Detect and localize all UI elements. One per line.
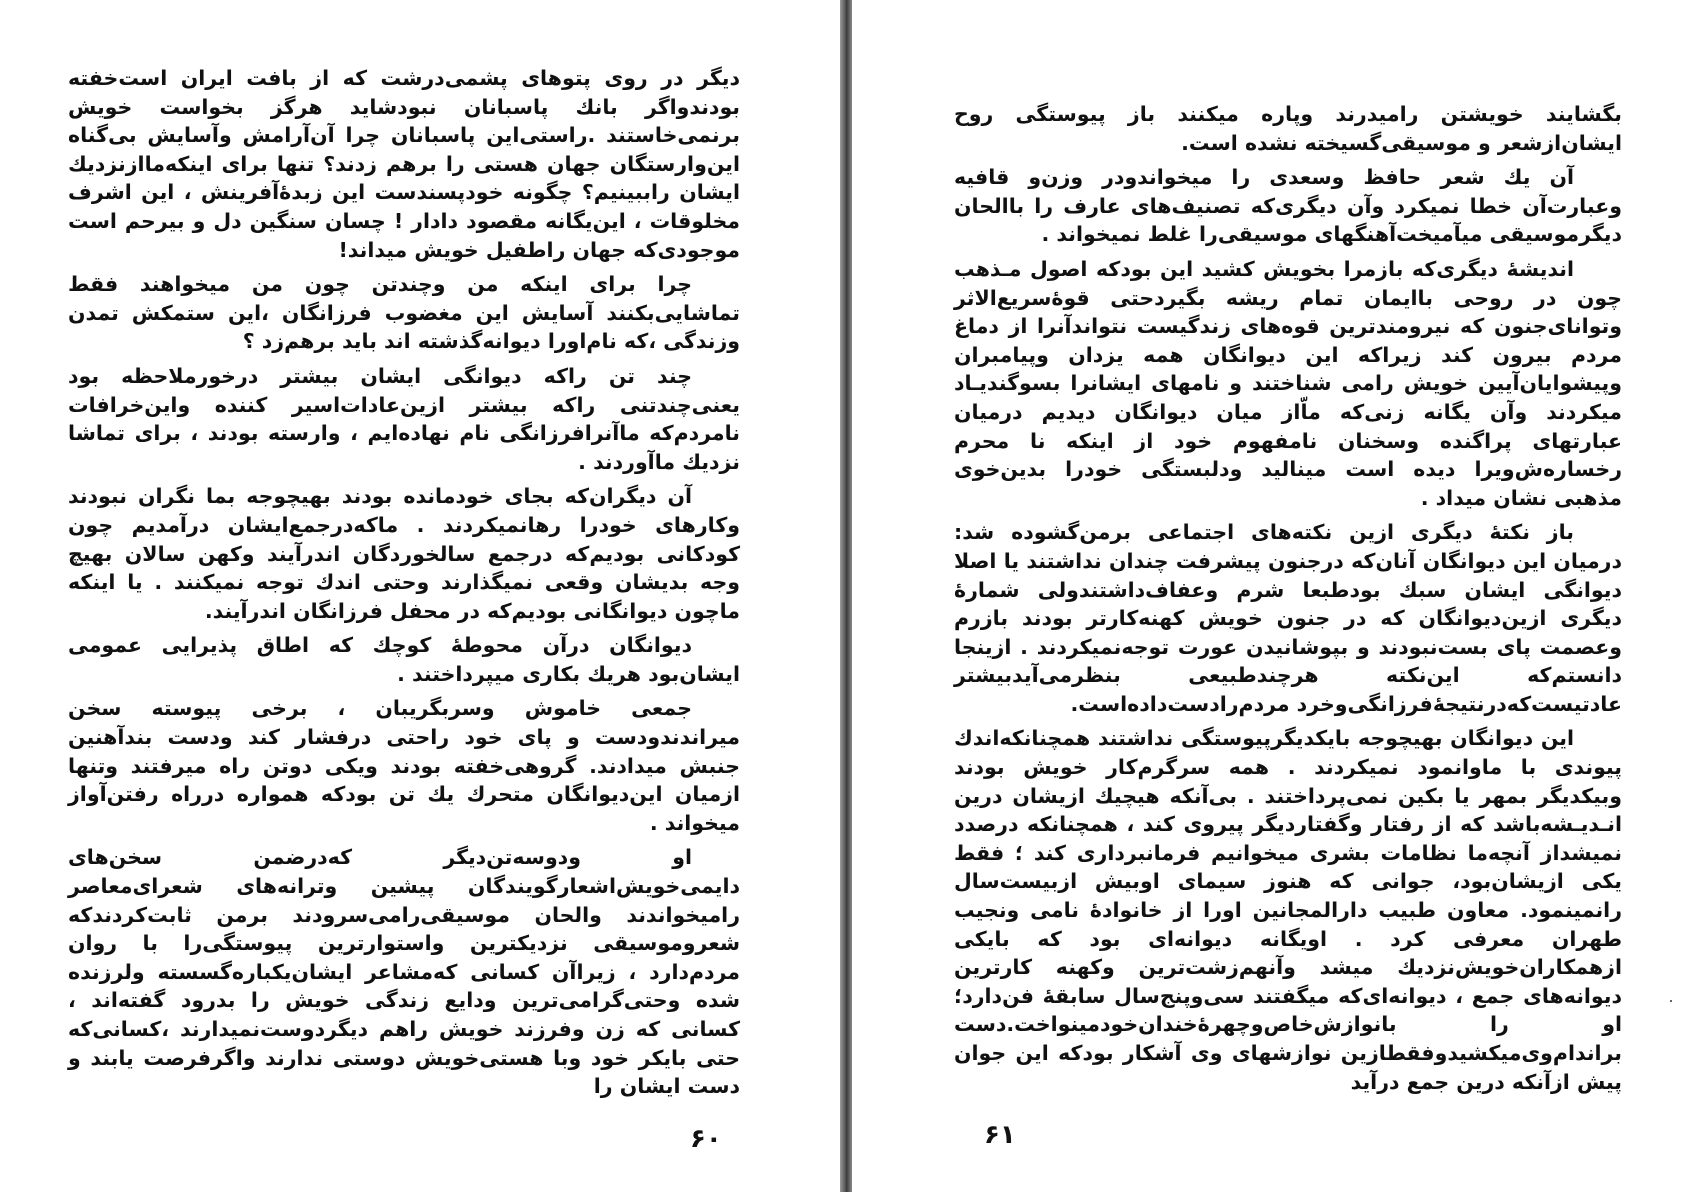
book-gutter	[840, 0, 852, 1192]
paragraph: آن یك شعر حافظ وسعدی را میخواندودر وزن‌و قافیه وعبارت‌آن خطا نمیکرد وآن دیگری‌که تصنیف‌های عارف را باالحان دیگرموسیقی میآمیخت‌آهنگهای موسیقی‌را غلط نمیخواند .	[954, 165, 1622, 247]
paragraph: چرا برای اینکه من وچندتن چون من میخواهند فقط تماشایی‌بکنند آسایش این مغضوب فرزانگان ،این ستمکش تمدن وزندگی ،که نام‌اورا دیوانه‌گذشته اند باید برهم‌زد ؟	[68, 272, 740, 354]
right-page-text	[954, 100, 1622, 1096]
paragraph: بگشایند خویشتن رامیدرند وپاره میکنند باز پیوستگی روح ایشان‌ازشعر و موسیقی‌گسیخته نشده است.	[954, 102, 1622, 155]
paragraph: باز نکتۀ دیگری ازین نکته‌های اجتماعی برمن‌گشوده شد: درمیان این دیوانگان آنان‌که درجنون پیشرفت چندان نداشتند یا اصلا دیوانگی ایشان سبك بودطبعا شرم وعفاف‌داشتندولی شمارۀ دیگری ازین‌دیوانگان که در جنون خویش کهنه‌کارتر بودند بازرم وعصمت پای بست‌نبودند و بپوشانیدن عورت توجه‌نمیکردند . ازینجا دانستم‌که این‌نکته هرچندطبیعی بنظرمی‌آیدبیشتر عادتیست‌که‌درنتیجۀ‌فرزانگی‌وخرد مردم‌رادست‌داده‌است.	[954, 520, 1622, 716]
paragraph: آن دیگران‌که بجای خودمانده بودند بهیچوجه بما نگران نبودند وکارهای خودرا رهانمیکردند . ماکه‌درجمع‌ایشان درآمدیم چون کودکانی بودیم‌که درجمع سالخوردگان اندرآیند وکهن سالان بهیچ وجه بدیشان وقعی نمیگذارند وحتی اندك توجه نمیکنند . یا اینکه ماچون دیوانگانی بودیم‌که در محفل فرزانگان اندرآیند.	[68, 484, 740, 623]
right-page	[852, 0, 1687, 1192]
left-page-text	[68, 64, 740, 1101]
paragraph: اندیشۀ دیگری‌که بازمرا بخویش کشید این بود‌که اصول مـذهب چون در روحی باایمان تمام ریشه بگیردحتی قوۀ‌سریع‌الاثر وتوانای‌جنون که نیرومندترین قوه‌های زندگیست نتواندآنرا از دماغ مردم بیرون کند زیراکه این دیوانگان همه یزدان وپیامبران وپیشوایان‌آیین خویش رامی شناختند و نامهای ایشانرا بسوگندیـاد میکردند وآن یگانه زنی‌که ماّاز میان دیوانگان دیدیم درمیان عبارتهای پراگنده وسخنان نامفهوم خود از اینکه نا محرم رخساره‌ش‌ویرا دیده است مینالید ودلبستگی خودرا بدین‌خوی مذهبی نشان میداد .	[954, 256, 1622, 510]
paragraph: دیوانگان درآن محوطۀ کوچك که اطاق پذیرایی عمومی ایشان‌بود هریك بکاری میپرداختند .	[68, 633, 740, 686]
paragraph: چند تن راکه دیوانگی ایشان بیشتر درخورملاحظه بود یعنی‌چندتنی راکه بیشتر ازین‌عادات‌اسیر کننده واین‌خرافات نامردم‌که ما‌آنرافرزانگی نام نهاده‌ایم ، وارسته بودند ، برای تماشا نزدیك ما‌آوردند .	[68, 363, 740, 474]
left-page	[0, 0, 840, 1192]
paragraph: این دیوانگان بهیچوجه بایکدیگر‌پیوستگی نداشتند همچنانکه‌اندك پیوندی با ماوانمود نمیکردند . همه سرگرم‌کار خویش بودند وبیکدیگر بمهر یا بکین نمی‌پرداختند . بی‌آنکه هیچیك ازیشان درین انـدیـشه‌باشد که از رفتار وگفتاردیگر پیروی کند ، همچنانکه درصدد نمیشداز آنچه‌ما نظامات بشری میخوانیم فرمانبرداری کند ؛ فقط یکی ازیشان‌بود، جوانی که هنوز سیمای اوبیش ازبیست‌سال رانمینمود. معاون طبیب دارالمجانین اورا از خانوادۀ نامی ونجیب طهران معرفی کرد . اویگانه دیوانه‌ای بود که بایکی ازهمکاران‌خویش‌نزدیك میشد وآنهم‌زشت‌ترین وکهنه کارترین دیوانه‌های جمع ، دیوانه‌ای‌که میگفتند سی‌وپنج‌سال سابقۀ فن‌دارد؛ او را بانوازش‌خاص‌وچهرۀ‌خندان‌خودمینواخت.دست براندام‌وی‌میکشیدوفقطاز‌ین نوازشهای وی آشکار بودکه این جوان پیش ازآنکه درین جمع درآید	[954, 726, 1622, 1094]
paragraph: دیگر در روی پتوهای پشمی‌درشت که از بافت ایران است‌خفته بودندواگر بانك پاسبانان نبودشاید هرگز بخواست خویش برنمی‌خاستند .راستی‌این پاسبانان چرا آن‌آرامش وآسایش بی‌گناه این‌وارستگان جهان هستی را برهم زدند؟ تنها برای اینکه‌ما‌ازنزدیك ایشان را‌ببینیم؟ چگونه خودپسندست این زبدۀ‌آفرینش ، این اشرف مخلوقات ، این‌یگانه مقصود دادار ! چسان سنگین دل و بیرحم است موجودی‌که جهان راطفیل خویش میداند!	[68, 66, 740, 262]
paragraph: او ودوسه‌تن‌دیگر که‌درضمن سخن‌های دایمی‌خویش‌اشعار‌گویندگان پیشین وترانه‌های شعرای‌معاصر رامیخواندند والحان موسیقی‌رامی‌سرودند برمن ثابت‌کردندکه شعروموسیقی نزدیکترین واستوارترین پیوستگی‌را با روان مردم‌دارد ، زیراآن کسانی که‌مشاعر ایشان‌یکباره‌گسسته ولرزنده شده وحتی‌گرامی‌ترین ودایع زندگی خویش را بدرود گفته‌اند ، کسانی که زن وفرزند خویش راهم دیگردوست‌نمیدارند ،کسانی‌که حتی بایکر خود وبا هستی‌خویش دوستی ندارند واگرفرصت یابند و دست ایشان را	[68, 845, 740, 1099]
scan-speck	[1670, 1000, 1672, 1002]
paragraph: جمعی خاموش وسربگریبان ، برخی پیوسته سخن میراندندودست و پای خود راحتی درفشار کند ودست بندآهنین جنبش میدادند. گروهی‌خفته بودند ویکی دوتن راه میرفتند وتنها ازمیان این‌دیوانگان متحرك یك تن بود‌که همواره درراه رفتن‌آواز میخواند .	[68, 696, 740, 835]
page-number: ۶۱	[984, 1120, 1016, 1150]
page-number: ۶۰	[690, 1124, 722, 1154]
